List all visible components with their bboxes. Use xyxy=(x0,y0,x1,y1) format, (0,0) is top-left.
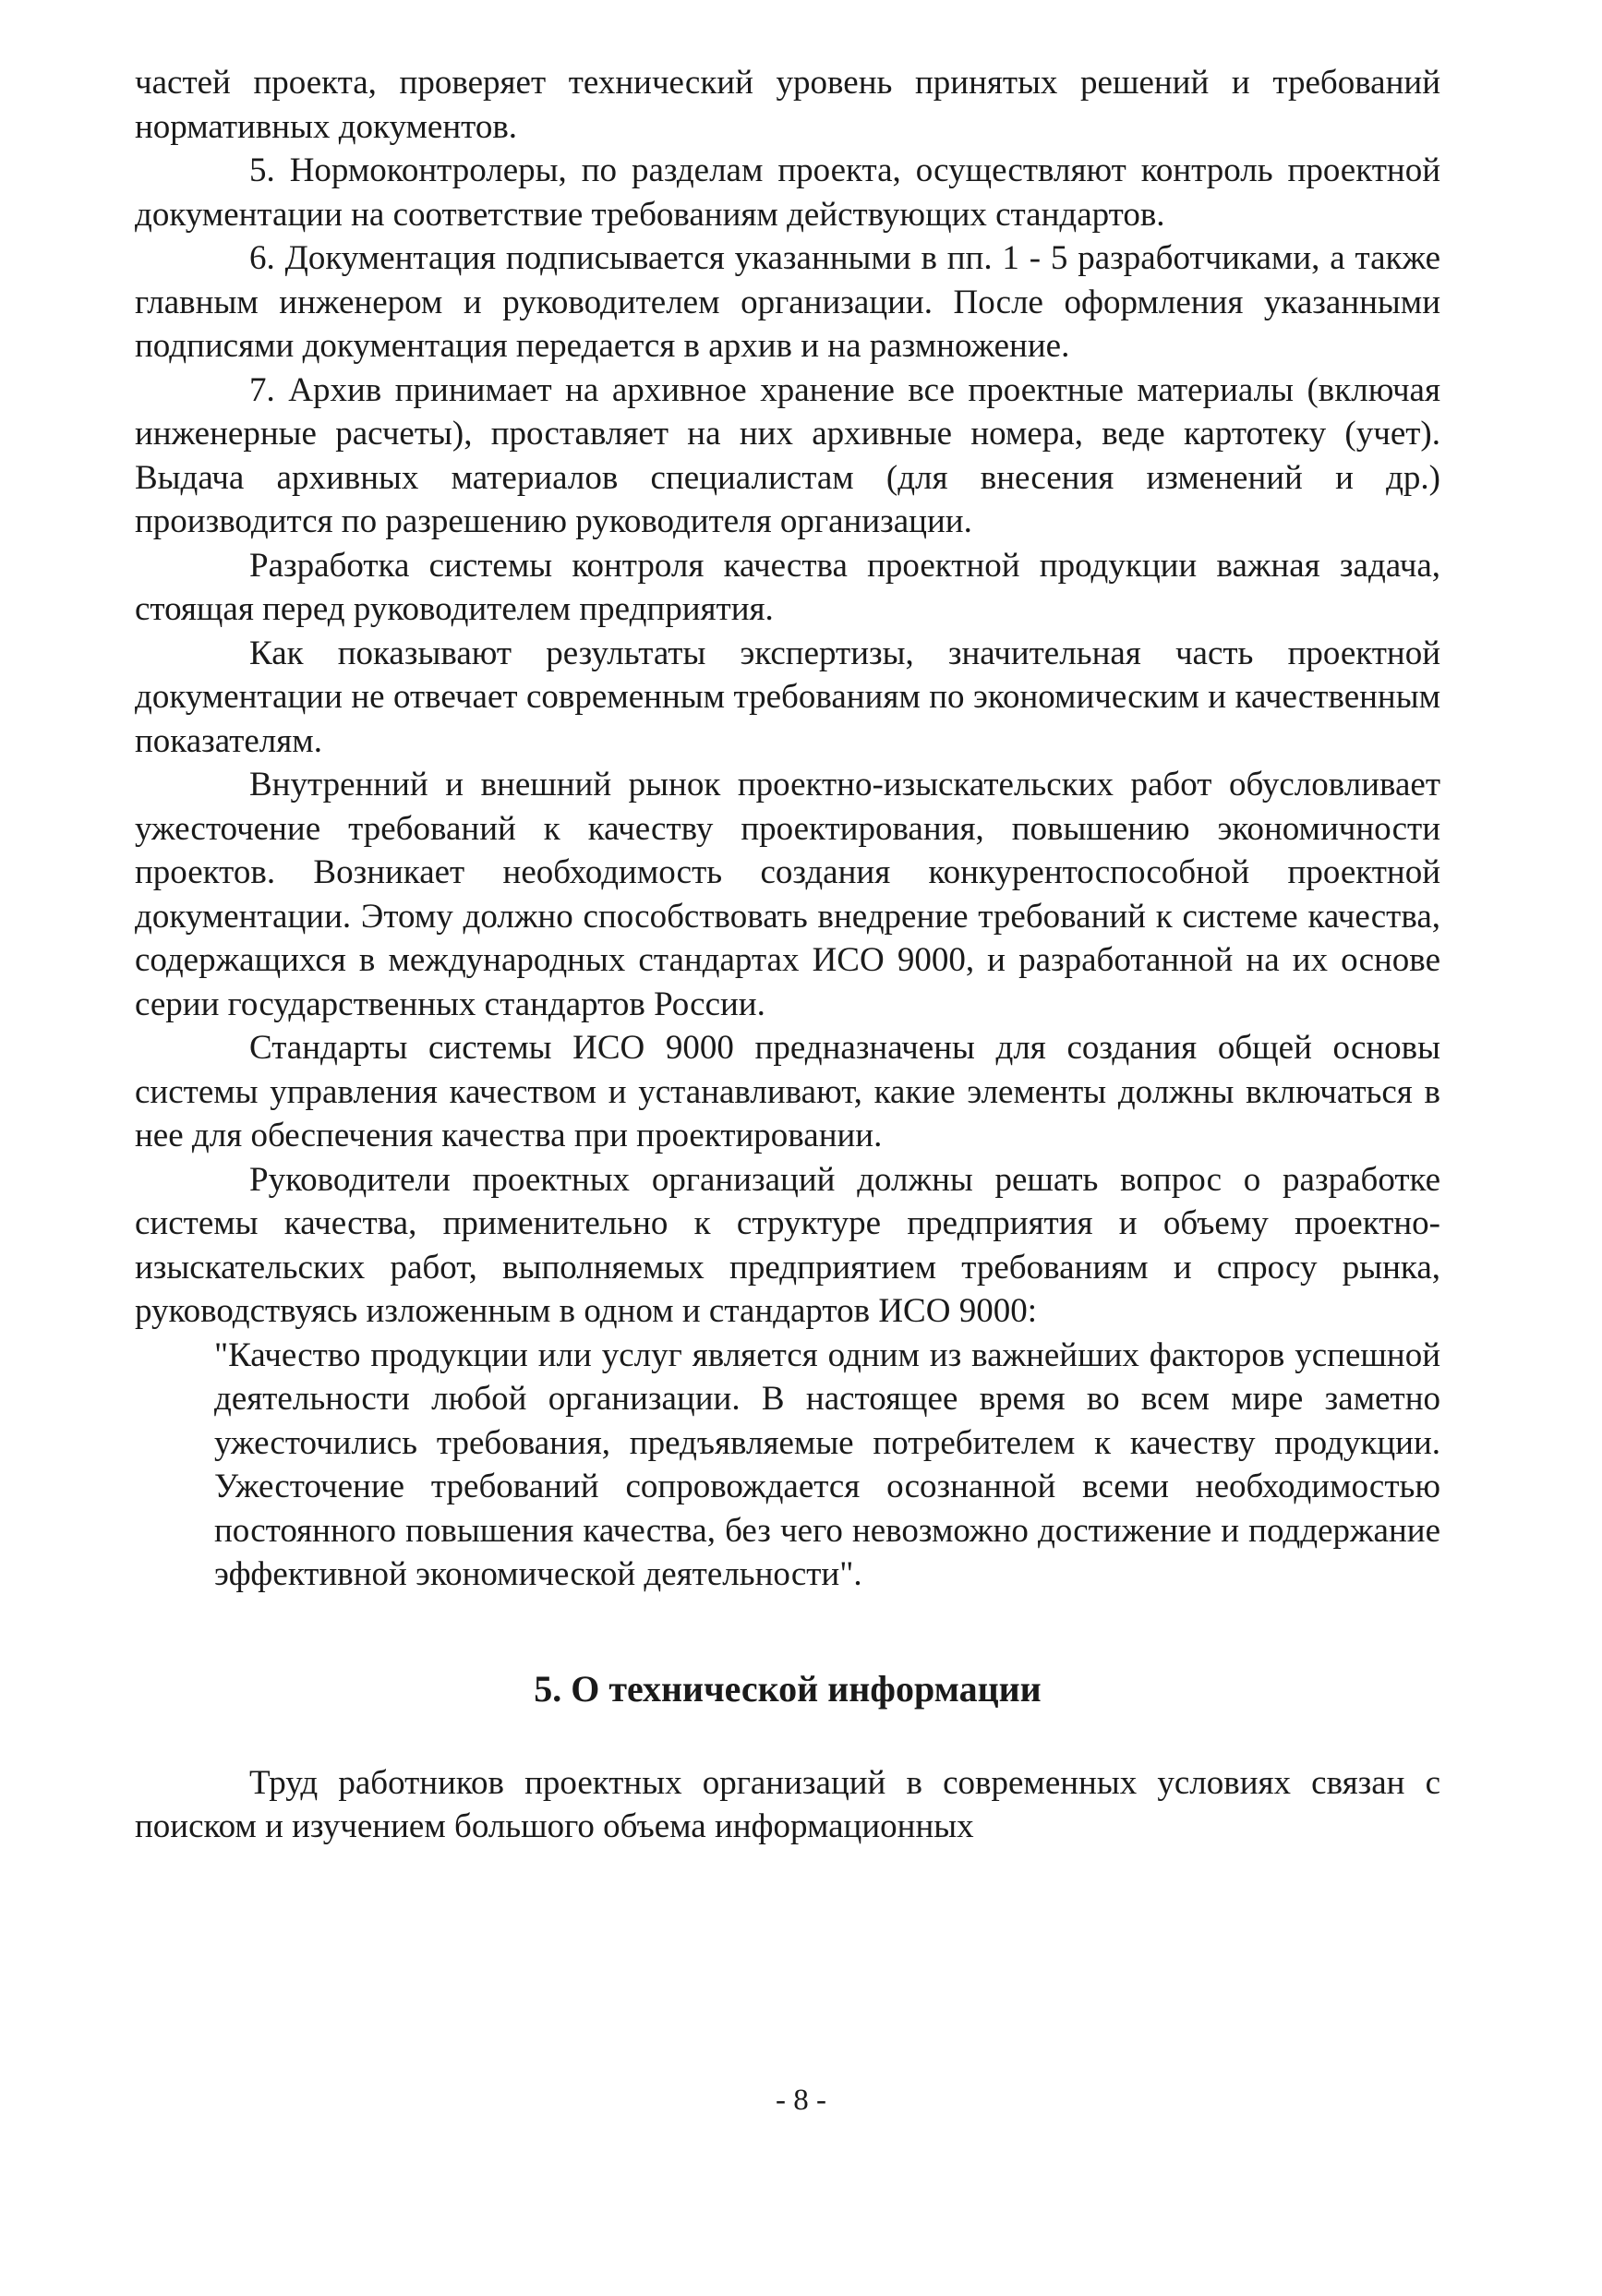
paragraph-item-5: 5. Нормоконтролеры, по разделам проекта, осуществляют контроль проектной документации на соответствие требованиям действующих стандартов. xyxy=(135,151,1440,234)
paragraph-item-6: 6. Документация подписывается указанными в пп. 1 - 5 разработчиками, а также главным инженером и руководителем организации. После оформления указанными подписями документация передается в архив и на размножение. xyxy=(135,239,1440,365)
page-number: - 8 - xyxy=(776,2084,826,2117)
section-paragraph: Труд работников проектных организаций в современных условиях связан с поиском и изучением большого объема информационных xyxy=(135,1763,1440,1845)
paragraph: Стандарты системы ИСО 9000 предназначены для создания общей основы системы управления качеством и устанавливают, какие элементы должны включаться в нее для обеспечения качества при проектировании. xyxy=(135,1029,1440,1154)
paragraph: Руководители проектных организаций должны решать вопрос о разработке системы качества, применительно к структуре предприятия и объему проектно-изыскательских работ, выполняемых предприятием требованиям и спросу рынка, руководствуясь изложенным в одном и стандартов ИСО 9000: xyxy=(135,1160,1440,1330)
page-body xyxy=(135,61,1440,1849)
section-title: 5. О технической информации xyxy=(534,1667,1042,1710)
quotation: "Качество продукции или услуг является одним из важнейших факторов успешной деятельности любой организации. В настоящее время во всем мире заметно ужесточились требования, предъявляемые потребителем к качеству продукции. Ужесточение требований сопровождается осознанной всеми необходимостью постоянного повышения качества, без чего невозможно достижение и поддержание эффективной экономической деятельности". xyxy=(214,1335,1440,1593)
paragraph: Как показывают результаты экспертизы, значительная часть проектной документации не отвечает современным требованиям по экономическим и качественным показателям. xyxy=(135,634,1440,760)
paragraph-continuation: частей проекта, проверяет технический уровень принятых решений и требований нормативных документов. xyxy=(135,64,1440,146)
paragraph: Разработка системы контроля качества проектной продукции важная задача, стоящая перед руководителем предприятия. xyxy=(135,546,1440,628)
paragraph-item-7: 7. Архив принимает на архивное хранение все проектные материалы (включая инженерные расчеты), проставляет на них архивные номера, веде картотеку (учет). Выдача архивных материалов специалистам (для внесения изменений и др.) производится по разрешению руководителя организации. xyxy=(135,370,1440,540)
paragraph: Внутренний и внешний рынок проектно-изыскательских работ обусловливает ужесточение требований к качеству проектирования, повышению экономичности проектов. Возникает необходимость создания конкурентоспособной проектной документации. Этому должно способствовать внедрение требований к системе качества, содержащихся в международных стандартах ИСО 9000, и разработанной на их основе серии государственных стандартов России. xyxy=(135,766,1440,1023)
